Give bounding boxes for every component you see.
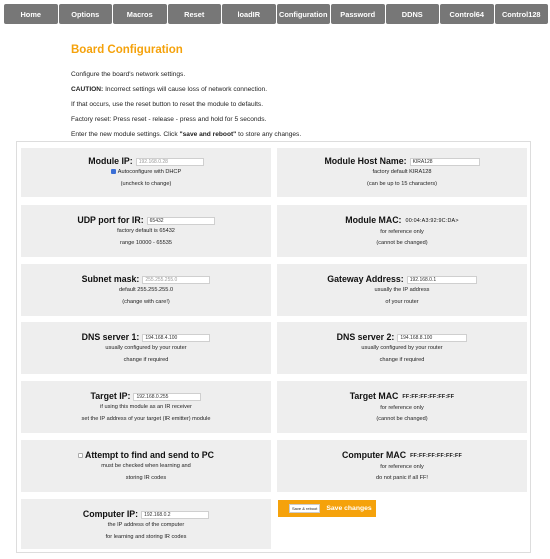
intro-text: Configure the board's network settings.: [71, 71, 186, 78]
module-ip-label: Module IP:: [88, 156, 133, 166]
dns1-note2: change if required: [123, 356, 169, 363]
module-ip-input[interactable]: 192.168.0.28: [136, 158, 204, 166]
dhcp-checkbox[interactable]: [111, 169, 116, 174]
computer-mac-label: Computer MAC: [342, 450, 407, 460]
computer-ip-input[interactable]: 192.168.0.2: [141, 511, 209, 519]
page-title: Board Configuration: [71, 44, 183, 56]
module-mac-label: Module MAC:: [345, 215, 402, 225]
attempt-note1: must be checked when learning and: [101, 463, 191, 469]
host-name-label: Module Host Name:: [324, 156, 407, 166]
caution-body: Incorrect settings will cause loss of network connection.: [103, 86, 268, 93]
gateway-note1: usually the IP address: [374, 287, 430, 293]
enter-suffix: to store any changes.: [236, 131, 302, 138]
dns2-note1: usually configured by your router: [361, 345, 443, 351]
udp-port-label: UDP port for IR:: [77, 215, 144, 225]
dns1-note1: usually configured by your router: [105, 345, 187, 351]
gateway-label: Gateway Address:: [327, 274, 404, 284]
dns2-label: DNS server 2:: [336, 332, 395, 342]
host-name-card: [277, 148, 527, 197]
subnet-note1: default 255.255.255.0: [118, 287, 174, 293]
subnet-input[interactable]: 255.255.255.0: [142, 276, 210, 284]
udp-port-note2: range 10000 - 65535: [120, 239, 172, 246]
subnet-card: [21, 264, 271, 316]
target-mac-note2: (cannot be changed): [376, 416, 428, 423]
intro-section: [71, 44, 531, 142]
module-mac-note2: (cannot be changed): [376, 240, 428, 247]
attempt-checkbox[interactable]: [78, 453, 83, 458]
factory-reset-text: Factory reset: Press reset - release - press and hold for 5 seconds.: [71, 116, 267, 123]
save-area: [278, 500, 376, 517]
subnet-note2: (change with care!): [122, 298, 170, 305]
dns1-card: [21, 322, 271, 374]
enter-settings-text: [71, 127, 531, 142]
gateway-card: [277, 264, 527, 316]
module-ip-card: [21, 148, 271, 197]
host-name-input[interactable]: KIRA128: [410, 158, 480, 166]
target-ip-note2: set the IP address of your target (IR emitter) module: [81, 415, 211, 422]
computer-mac-value: FF:FF:FF:FF:FF:FF: [410, 452, 462, 459]
computer-mac-note1: for reference only: [380, 463, 424, 470]
computer-ip-label: Computer IP:: [82, 509, 139, 519]
target-mac-card: [277, 381, 527, 433]
reset-hint: If that occurs, use the reset button to reset the module to defaults.: [71, 101, 264, 108]
nav-options[interactable]: Options: [59, 4, 113, 24]
enter-prefix: Enter the new module settings. Click: [71, 131, 180, 138]
host-name-note1: factory default KIRA128: [372, 169, 432, 175]
dns1-input[interactable]: 194.168.4.100: [142, 334, 210, 342]
nav-password[interactable]: Password: [331, 4, 385, 24]
udp-port-card: [21, 205, 271, 257]
save-reboot-button[interactable]: Save & reboot: [289, 504, 320, 513]
save-changes-label: Save changes: [326, 505, 372, 512]
dns2-note2: change if required: [379, 356, 425, 363]
computer-mac-note2: do not panic if all FF!: [376, 475, 428, 482]
nav-configuration[interactable]: Configuration: [277, 4, 331, 24]
nav-control128[interactable]: Control128: [495, 4, 549, 24]
nav-loadir[interactable]: loadIR: [222, 4, 276, 24]
computer-ip-note2: for learning and storing IR codes: [105, 533, 187, 540]
attempt-card: [21, 440, 271, 492]
udp-port-input[interactable]: 65432: [147, 217, 215, 225]
target-mac-note1: for reference only: [380, 404, 424, 411]
attempt-note2: storing IR codes: [125, 474, 167, 481]
nav-control64[interactable]: Control64: [440, 4, 494, 24]
nav-macros[interactable]: Macros: [113, 4, 167, 24]
nav-home[interactable]: Home: [4, 4, 58, 24]
top-nav: [4, 4, 548, 24]
module-mac-value: 00:04:A3:92:9C:DA>: [405, 217, 459, 224]
nav-reset[interactable]: Reset: [168, 4, 222, 24]
computer-ip-note1: the IP address of the computer: [107, 522, 185, 528]
dns1-label: DNS server 1:: [81, 332, 140, 342]
computer-mac-card: [277, 440, 527, 492]
target-ip-card: [21, 381, 271, 433]
nav-ddns[interactable]: DDNS: [386, 4, 440, 24]
attempt-label: Attempt to find and send to PC: [84, 450, 214, 460]
target-mac-label: Target MAC: [349, 391, 399, 401]
target-ip-input[interactable]: 192.168.0.255: [133, 393, 201, 401]
module-ip-note: (uncheck to change): [120, 180, 172, 187]
subnet-label: Subnet mask:: [81, 274, 140, 284]
gateway-note2: of your router: [385, 298, 419, 305]
target-mac-value: FF:FF:FF:FF:FF:FF: [402, 393, 455, 400]
computer-ip-card: [21, 499, 271, 549]
module-mac-card: [277, 205, 527, 257]
enter-bold: "save and reboot": [179, 131, 237, 138]
module-mac-note1: for reference only: [380, 228, 424, 235]
caution-text: [71, 82, 531, 97]
target-ip-label: Target IP:: [90, 391, 131, 401]
target-ip-note1: if using this module as an IR receiver: [100, 404, 192, 410]
gateway-input[interactable]: 192.168.0.1: [407, 276, 477, 284]
dhcp-label: Autoconfigure with DHCP: [117, 169, 182, 175]
udp-port-note1: factory default is 65432: [117, 228, 175, 234]
caution-label: CAUTION:: [71, 86, 104, 93]
host-name-note2: (can be up to 15 characters): [367, 180, 437, 187]
dns2-card: [277, 322, 527, 374]
dns2-input[interactable]: 194.168.8.100: [397, 334, 467, 342]
